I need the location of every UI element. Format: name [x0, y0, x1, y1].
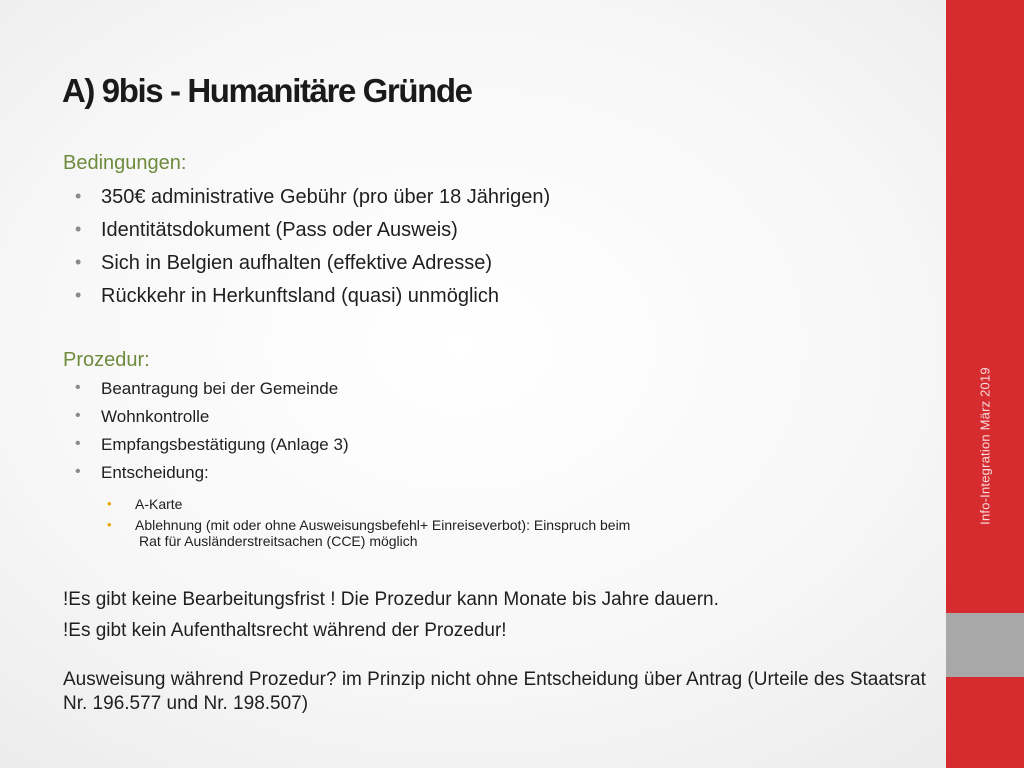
list-item: • 350€ administrative Gebühr (pro über 18 Jährigen): [63, 186, 550, 219]
list-item: • Empfangsbestätigung (Anlage 3): [63, 435, 349, 463]
note-processing-time: !Es gibt keine Bearbeitungsfrist ! Die Prozedur kann Monate bis Jahre dauern.: [63, 589, 719, 610]
list-item: • Beantragung bei der Gemeinde: [63, 379, 349, 407]
list-item: • Rückkehr in Herkunftsland (quasi) unmöglich: [63, 285, 550, 318]
list-item: • Identitätsdokument (Pass oder Ausweis): [63, 219, 550, 252]
decision-item-continuation: Rat für Ausländerstreitsachen (CCE) möglich: [139, 533, 418, 549]
list-item: • Entscheidung:: [63, 463, 349, 491]
expulsion-paragraph: Ausweisung während Prozedur? im Prinzip nicht ohne Entscheidung über Antrag (Urteile des Staatsrat Nr. 196.577 und Nr. 198.507): [63, 669, 926, 714]
sidebar-bottom-band: [946, 677, 1024, 768]
list-item: • Sich in Belgien aufhalten (effektive Adresse): [63, 252, 550, 285]
slide-title: A) 9bis - Humanitäre Gründe: [62, 72, 472, 109]
list-item: [63, 517, 923, 549]
decision-list: [63, 496, 923, 554]
conditions-list: [63, 186, 550, 318]
list-item: • Wohnkontrolle: [63, 407, 349, 435]
note-residence-right: !Es gibt kein Aufenthaltsrecht während der Prozedur!: [63, 620, 507, 641]
sidebar-footer-text: Info-Integration März 2019: [977, 367, 993, 525]
list-item: [63, 496, 923, 512]
sidebar: [946, 0, 1024, 768]
sidebar-gray-band: [946, 613, 1024, 677]
decision-item-label: A-Karte: [135, 496, 183, 512]
procedure-heading: Prozedur:: [63, 349, 150, 371]
procedure-list: [63, 379, 349, 491]
conditions-heading: Bedingungen:: [63, 152, 187, 174]
decision-item-label: Ablehnung (mit oder ohne Ausweisungsbefehl+ Einreiseverbot): Einspruch beim: [135, 517, 631, 533]
